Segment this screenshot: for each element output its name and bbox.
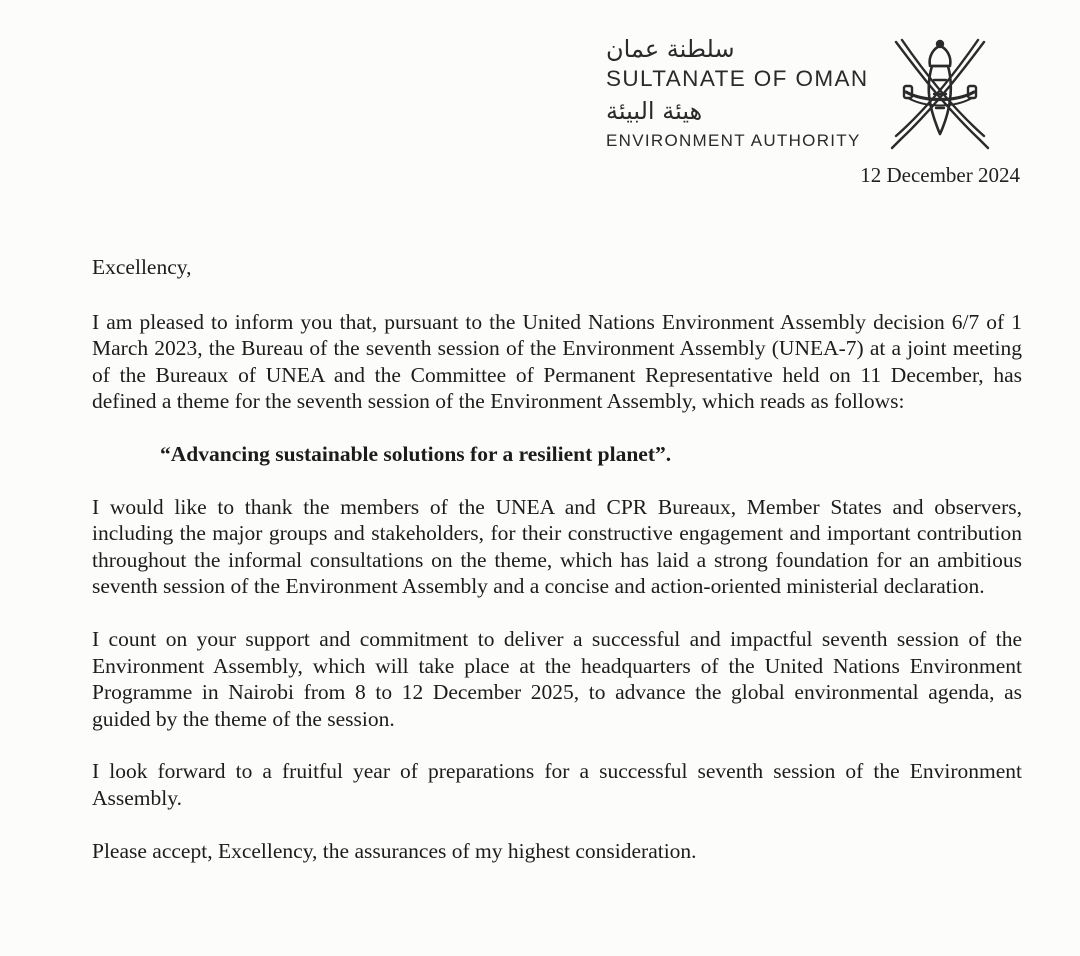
letterhead — [606, 36, 878, 154]
paragraph: I look forward to a fruitful year of preparations for a successful seventh session of the Environment Assembly. — [92, 759, 1022, 810]
oman-national-emblem-icon — [884, 36, 996, 154]
letter-body — [92, 254, 1022, 890]
letterhead-authority: ENVIRONMENT AUTHORITY — [606, 131, 861, 150]
letterhead-name: SULTANATE OF OMAN — [606, 66, 869, 91]
salutation: Excellency, — [92, 255, 192, 279]
letterhead-arabic-authority: هيئة البيئة — [606, 97, 703, 125]
letter-date: 12 December 2024 — [860, 163, 1020, 187]
theme-statement: “Advancing sustainable solutions for a resilient planet”. — [160, 441, 672, 466]
closing: Please accept, Excellency, the assurances of my highest consideration. — [92, 838, 697, 863]
paragraph: I would like to thank the members of the UNEA and CPR Bureaux, Member States and observers, including the major groups and stakeholders, for their constructive engagement and important contribution throughout the informal consultations on the theme, which has laid a strong foundation for an ambitious seventh session of the Environment Assembly and a concise and action-oriented ministerial declaration. — [92, 494, 1022, 599]
letterhead-arabic-name: سلطنة عمان — [606, 35, 735, 63]
paragraph: I count on your support and commitment to deliver a successful and impactful seventh session of the Environment Assembly, which will take place at the headquarters of the United Nations Environment Programme in Nairobi from 8 to 12 December 2025, to advance the global environmental agenda, as guided by the theme of the session. — [92, 626, 1022, 731]
paragraph: I am pleased to inform you that, pursuant to the United Nations Environment Assembly decision 6/7 of 1 March 2023, the Bureau of the seventh session of the Environment Assembly (UNEA-7) at a joint meeting of the Bureaux of UNEA and the Committee of Permanent Representative held on 11 December, has defined a theme for the seventh session of the Environment Assembly, which reads as follows: — [92, 309, 1022, 414]
